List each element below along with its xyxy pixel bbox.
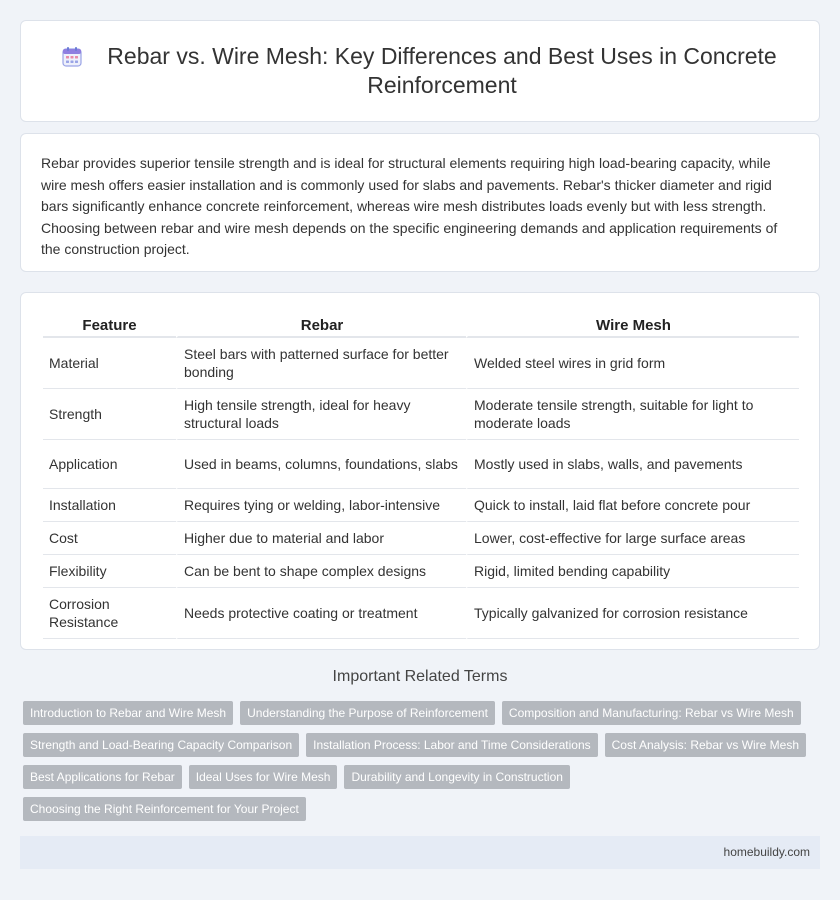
row-feature: Corrosion Resistance [43, 588, 176, 639]
header-feature: Feature [43, 311, 176, 338]
related-terms-title: Important Related Terms [332, 668, 508, 685]
row-rebar: Higher due to material and labor [176, 522, 466, 555]
intro-paragraph: Rebar provides superior tensile strength and is ideal for structural elements requiring high load-bearing capacity, while wire mesh offers easier installation and is commonly used for slabs and pavements. Rebar's thicker diameter and rigid bars significantly enhance concrete reinforcement, whereas wire mesh distributes loads evenly but with less strength. Choosing between rebar and wire mesh depends on the specific engineering demands and application requirements of the construction project. [41, 155, 778, 257]
table-row [43, 555, 799, 588]
related-term-tag[interactable]: Choosing the Right Reinforcement for Your Project [23, 797, 306, 821]
row-rebar: Steel bars with patterned surface for better bonding [176, 338, 466, 389]
row-wire-mesh: Lower, cost-effective for large surface areas [466, 522, 799, 555]
row-wire-mesh: Typically galvanized for corrosion resistance [466, 588, 799, 639]
related-term-tag[interactable]: Cost Analysis: Rebar vs Wire Mesh [605, 733, 806, 757]
related-term-tag[interactable]: Understanding the Purpose of Reinforcement [240, 701, 495, 725]
row-wire-mesh: Quick to install, laid flat before concrete pour [466, 489, 799, 522]
table-row [43, 338, 799, 389]
related-term-tag[interactable]: Best Applications for Rebar [23, 765, 182, 789]
related-term-tag[interactable]: Installation Process: Labor and Time Considerations [306, 733, 597, 757]
row-feature: Strength [43, 389, 176, 440]
table-row [43, 588, 799, 639]
header-card [20, 20, 820, 122]
row-feature: Installation [43, 489, 176, 522]
row-rebar: High tensile strength, ideal for heavy structural loads [176, 389, 466, 440]
related-terms-list [23, 701, 823, 821]
intro-card [20, 133, 820, 272]
footer-site[interactable]: homebuildy.com [723, 845, 810, 859]
page-title: Rebar vs. Wire Mesh: Key Differences and Best Uses in Concrete Reinforcement [107, 43, 777, 98]
table-row [43, 389, 799, 440]
related-term-tag[interactable]: Composition and Manufacturing: Rebar vs Wire Mesh [502, 701, 801, 725]
row-rebar: Used in beams, columns, foundations, slabs [176, 440, 466, 489]
related-term-tag[interactable]: Strength and Load-Bearing Capacity Comparison [23, 733, 299, 757]
table-row [43, 489, 799, 522]
header-rebar: Rebar [176, 311, 466, 338]
footer [20, 836, 820, 869]
header-wire-mesh: Wire Mesh [466, 311, 799, 338]
related-term-tag[interactable]: Ideal Uses for Wire Mesh [189, 765, 338, 789]
row-rebar: Requires tying or welding, labor-intensive [176, 489, 466, 522]
table-header-row [43, 311, 799, 338]
comparison-table-card [20, 292, 820, 650]
row-wire-mesh: Moderate tensile strength, suitable for light to moderate loads [466, 389, 799, 440]
calendar-icon [61, 46, 83, 68]
row-wire-mesh: Rigid, limited bending capability [466, 555, 799, 588]
row-feature: Material [43, 338, 176, 389]
row-feature: Cost [43, 522, 176, 555]
table-row [43, 522, 799, 555]
row-wire-mesh: Mostly used in slabs, walls, and pavements [466, 440, 799, 489]
row-feature: Application [43, 440, 176, 489]
row-feature: Flexibility [43, 555, 176, 588]
comparison-table [43, 311, 799, 639]
table-row [43, 440, 799, 489]
related-term-tag[interactable]: Introduction to Rebar and Wire Mesh [23, 701, 233, 725]
row-rebar: Needs protective coating or treatment [176, 588, 466, 639]
row-wire-mesh: Welded steel wires in grid form [466, 338, 799, 389]
row-rebar: Can be bent to shape complex designs [176, 555, 466, 588]
related-term-tag[interactable]: Durability and Longevity in Construction [344, 765, 569, 789]
